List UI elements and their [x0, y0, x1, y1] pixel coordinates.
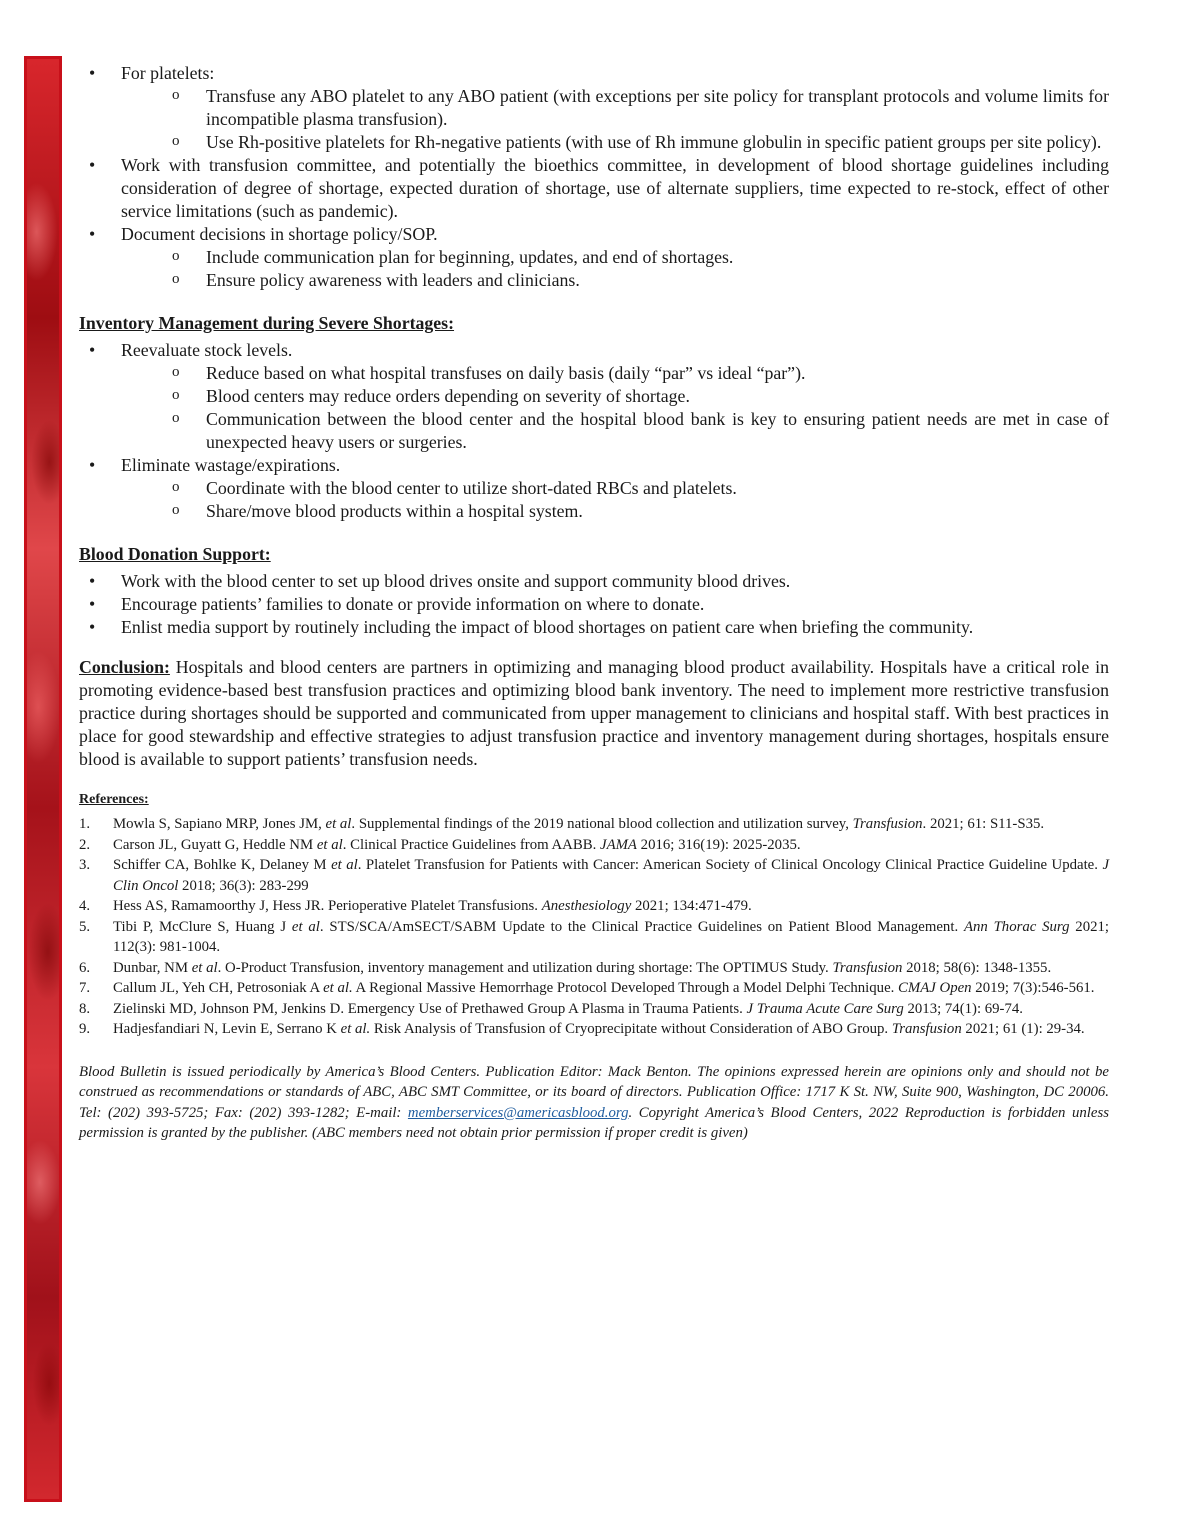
- email-link[interactable]: memberservices@americasblood.org: [407, 1104, 629, 1121]
- reference-item: 4. Hess AS, Ramamoorthy J, Hess JR. Perioperative Platelet Transfusions. Anesthesiology 2021; 134:471-479.: [79, 896, 1109, 917]
- reference-item: 6. Dunbar, NM et al. O-Product Transfusion, inventory management and utilization during shortage: The OPTIMUS Study. Transfusion 2018; 58(6): 1348-1355.: [79, 958, 1109, 979]
- sub-list: [121, 246, 1109, 292]
- donation-section: [79, 543, 1109, 639]
- reference-item: 7. Callum JL, Yeh CH, Petrosoniak A et al. A Regional Massive Hemorrhage Protocol Developed Through a Model Delphi Technique. CMAJ Open 2019; 7(3):546-561.: [79, 978, 1109, 999]
- section-heading: Blood Donation Support:: [79, 544, 271, 564]
- list-item: • Eliminate wastage/expirations. o Coordinate with the blood center to utilize short-dated RBCs and platelets. o Share/move blood products within a hospital system.: [79, 454, 1109, 523]
- list-item: • Enlist media support by routinely including the impact of blood shortages on patient care when briefing the community.: [79, 616, 1109, 639]
- section-heading: Inventory Management during Severe Shortages:: [79, 313, 455, 333]
- sub-list-item: o Blood centers may reduce orders depending on severity of shortage.: [121, 385, 1109, 408]
- reference-item: 1. Mowla S, Sapiano MRP, Jones JM, et al. Supplemental findings of the 2019 national blood collection and utilization survey, Transfusion. 2021; 61: S11-S35.: [79, 814, 1109, 835]
- references-heading: References:: [79, 792, 149, 807]
- sub-list: [121, 362, 1109, 454]
- references-list: [79, 814, 1109, 1040]
- reference-item: 8. Zielinski MD, Johnson PM, Jenkins D. Emergency Use of Prethawed Group A Plasma in Trauma Patients. J Trauma Acute Care Surg 2013; 74(1): 69-74.: [79, 999, 1109, 1020]
- list-item: • Work with transfusion committee, and potentially the bioethics committee, in development of blood shortage guidelines including consideration of degree of shortage, expected duration of shortage, use of alternate suppliers, time expected to re-stock, effect of other service limitations (such as pandemic).: [79, 154, 1109, 223]
- sub-list-item: o Reduce based on what hospital transfuses on daily basis (daily “par” vs ideal “par”).: [121, 362, 1109, 385]
- donation-list: [79, 570, 1109, 639]
- reference-item: 2. Carson JL, Guyatt G, Heddle NM et al. Clinical Practice Guidelines from AABB. JAMA 2016; 316(19): 2025-2035.: [79, 835, 1109, 856]
- list-item: • Work with the blood center to set up blood drives onsite and support community blood drives.: [79, 570, 1109, 593]
- sub-list: [121, 85, 1109, 154]
- sub-list-item: o Ensure policy awareness with leaders and clinicians.: [121, 269, 1109, 292]
- list-item: • For platelets: o Transfuse any ABO platelet to any ABO patient (with exceptions per site policy for transplant protocols and volume limits for incompatible plasma transfusion). o Use Rh-positive platelets for Rh-negative patients (with use of Rh immune globulin in specific patient groups per site policy).: [79, 62, 1109, 154]
- reference-item: 3. Schiffer CA, Bohlke K, Delaney M et al. Platelet Transfusion for Patients with Cancer: American Society of Clinical Oncology Clinical Practice Guideline Update. J Clin Oncol 2018; 36(3): 283-299: [79, 855, 1109, 896]
- decorative-blood-cell-strip: [24, 56, 62, 1502]
- conclusion-label: Conclusion:: [79, 657, 170, 677]
- conclusion-paragraph: [79, 656, 1109, 771]
- page-content: [79, 62, 1109, 1158]
- publication-footer: Blood Bulletin is issued periodically by America’s Blood Centers. Publication Editor: Mack Benton. The opinions expressed herein are opinions only and should not be construed as recommendations or standards of ABC, ABC SMT Committee, or its board of directors. Publication Office: 1717 K St. NW, Suite 900, Washington, DC 20006. Tel: (202) 393-5725; Fax: (202) 393-1282; E-mail: memberservices@americasblood.org. Copyright America’s Blood Centers, 2022 Reproduction is forbidden unless permission is granted by the publisher. (ABC members need not obtain prior permission if proper credit is given): [79, 1063, 1109, 1141]
- sub-list-item: o Transfuse any ABO platelet to any ABO patient (with exceptions per site policy for transplant protocols and volume limits for incompatible plasma transfusion).: [121, 85, 1109, 131]
- reference-item: 5. Tibi P, McClure S, Huang J et al. STS/SCA/AmSECT/SABM Update to the Clinical Practice Guidelines on Patient Blood Management. Ann Thorac Surg 2021; 112(3): 981-1004.: [79, 917, 1109, 958]
- list-item: • Document decisions in shortage policy/SOP. o Include communication plan for beginning, updates, and end of shortages. o Ensure policy awareness with leaders and clinicians.: [79, 223, 1109, 292]
- sub-list-item: o Communication between the blood center and the hospital blood bank is key to ensuring patient needs are met in case of unexpected heavy users or surgeries.: [121, 408, 1109, 454]
- sub-list-item: o Include communication plan for beginning, updates, and end of shortages.: [121, 246, 1109, 269]
- inventory-section: [79, 312, 1109, 523]
- sub-list-item: o Use Rh-positive platelets for Rh-negative patients (with use of Rh immune globulin in specific patient groups per site policy).: [121, 131, 1109, 154]
- conclusion-text: Hospitals and blood centers are partners in optimizing and managing blood product availability. Hospitals have a critical role in promoting evidence-based best transfusion practices and optimizing blood bank inventory. The need to implement more restrictive transfusion practice during shortages should be supported and communicated from upper management to clinicians and hospital staff. With best practices in place for good stewardship and effective strategies to adjust transfusion practice and inventory management during shortages, hospitals ensure blood is available to support patients’ transfusion needs.: [79, 657, 1109, 769]
- inventory-list: [79, 339, 1109, 523]
- list-item: • Encourage patients’ families to donate or provide information on where to donate.: [79, 593, 1109, 616]
- platelet-policy-list: [79, 62, 1109, 292]
- sub-list-item: o Coordinate with the blood center to utilize short-dated RBCs and platelets.: [121, 477, 1109, 500]
- sub-list-item: o Share/move blood products within a hospital system.: [121, 500, 1109, 523]
- reference-item: 9. Hadjesfandiari N, Levin E, Serrano K et al. Risk Analysis of Transfusion of Cryoprecipitate without Consideration of ABO Group. Transfusion 2021; 61 (1): 29-34.: [79, 1019, 1109, 1040]
- sub-list: [121, 477, 1109, 523]
- list-item: • Reevaluate stock levels. o Reduce based on what hospital transfuses on daily basis (daily “par” vs ideal “par”). o Blood centers may reduce orders depending on severity of shortage. o Communication between the blood center and the hospital blood bank is key to ensuring patient needs are met in case of unexpected heavy users or surgeries.: [79, 339, 1109, 454]
